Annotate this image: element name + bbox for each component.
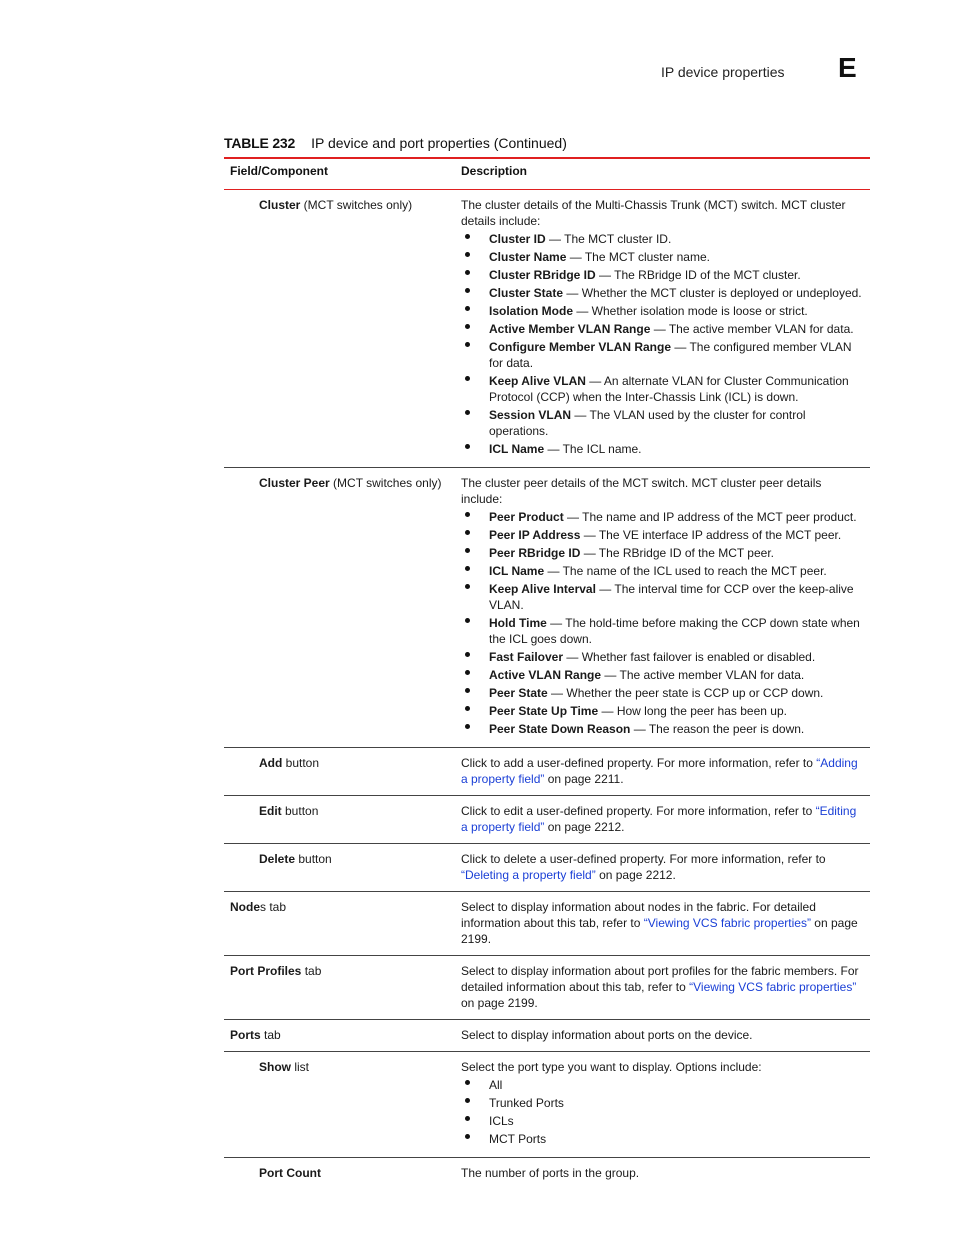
list-item (461, 545, 864, 561)
field-name: Cluster (259, 198, 301, 212)
term-description: — The name of the ICL used to reach the MCT peer. (544, 564, 827, 578)
term-description: — The ICL name. (544, 442, 642, 456)
term: Peer Product (489, 510, 564, 524)
term: Peer IP Address (489, 528, 581, 542)
field-suffix: list (291, 1060, 309, 1074)
field-cell (224, 468, 455, 748)
appendix-letter: E (838, 52, 857, 83)
table-row (224, 892, 870, 956)
list-item (461, 581, 864, 613)
field-name: Cluster Peer (259, 476, 330, 490)
cross-reference-link[interactable]: “Adding a property field” (461, 756, 858, 786)
list-item (461, 321, 864, 337)
term: Fast Failover (489, 650, 564, 664)
description-cell (455, 892, 870, 956)
table-row (224, 956, 870, 1020)
list-item: Trunked Ports (461, 1095, 864, 1111)
page-reference: on page 2199. (461, 996, 538, 1010)
description-intro: Select the port type you want to display. Options include: (461, 1060, 762, 1074)
field-cell (224, 1052, 455, 1158)
field-suffix: s tab (260, 900, 287, 914)
field-name: Show (259, 1060, 291, 1074)
description-text: Select to display information about nodes in the fabric. For detailed information about this tab, refer to (461, 900, 816, 930)
cross-reference-link[interactable]: “Deleting a property field” (461, 868, 596, 882)
term-description: — The name and IP address of the MCT peer product. (563, 510, 857, 524)
list-item (461, 703, 864, 719)
bullet-list (461, 1077, 864, 1147)
table-header-row (224, 158, 870, 190)
field-name: Port Profiles (230, 964, 302, 978)
field-suffix: tab (301, 964, 322, 978)
field-name: Edit (259, 804, 282, 818)
description-cell (455, 748, 870, 796)
description-cell (455, 956, 870, 1020)
description-cell (455, 844, 870, 892)
field-cell (224, 748, 455, 796)
list-item (461, 441, 864, 457)
description-text: The number of ports in the group. (461, 1166, 640, 1180)
term-description: — The VLAN used by the cluster for control operations. (489, 408, 806, 438)
cross-reference-link[interactable]: “Viewing VCS fabric properties” (689, 980, 857, 994)
term-description: — The active member VLAN for data. (601, 668, 805, 682)
field-cell (224, 892, 455, 956)
list-item (461, 527, 864, 543)
list-item (461, 267, 864, 283)
list-item (461, 615, 864, 647)
term-description: — The RBridge ID of the MCT cluster. (595, 268, 801, 282)
term: Peer RBridge ID (489, 546, 581, 560)
term-description: — The configured member VLAN for data. (489, 340, 852, 370)
description-cell (455, 468, 870, 748)
term: Active VLAN Range (489, 668, 602, 682)
list-item (461, 649, 864, 665)
list-item (461, 339, 864, 371)
description-intro: The cluster details of the Multi-Chassis Trunk (MCT) switch. MCT cluster details include: (461, 198, 846, 228)
description-cell (455, 796, 870, 844)
list-item (461, 373, 864, 405)
description-text: Select to display information about ports on the device. (461, 1028, 753, 1042)
field-cell (224, 796, 455, 844)
field-name: Node (230, 900, 260, 914)
table-number: TABLE 232 (224, 135, 296, 151)
term-description: — Whether fast failover is enabled or disabled. (563, 650, 816, 664)
field-suffix: (MCT switches only) (300, 198, 413, 212)
list-item (461, 667, 864, 683)
field-cell (224, 190, 455, 468)
term-description: — The reason the peer is down. (630, 722, 805, 736)
cross-reference-link[interactable]: “Editing a property field” (461, 804, 857, 834)
term: Peer State Down Reason (489, 722, 631, 736)
description-text: Click to edit a user-defined property. For more information, refer to (461, 804, 816, 818)
term: Cluster State (489, 286, 564, 300)
list-item (461, 249, 864, 265)
list-item (461, 509, 864, 525)
term-description: — Whether isolation mode is loose or strict. (573, 304, 808, 318)
table-row (224, 1158, 870, 1190)
field-cell (224, 844, 455, 892)
table-title: IP device and port properties (Continued) (311, 135, 567, 151)
term-description: — The VE interface IP address of the MCT peer. (580, 528, 842, 542)
field-suffix: tab (260, 1028, 281, 1042)
term: Active Member VLAN Range (489, 322, 651, 336)
term: Keep Alive VLAN (489, 374, 586, 388)
list-item: MCT Ports (461, 1131, 864, 1147)
term-description: — The RBridge ID of the MCT peer. (580, 546, 774, 560)
field-suffix: button (282, 756, 320, 770)
list-item (461, 231, 864, 247)
list-item (461, 685, 864, 701)
field-name: Delete (259, 852, 296, 866)
bullet-list (461, 509, 864, 737)
field-cell (224, 1158, 455, 1190)
term: Cluster RBridge ID (489, 268, 596, 282)
description-cell (455, 1052, 870, 1158)
term: Peer State Up Time (489, 704, 599, 718)
list-item (461, 407, 864, 439)
term-description: — Whether the MCT cluster is deployed or undeployed. (563, 286, 862, 300)
term: Isolation Mode (489, 304, 573, 318)
field-name: Ports (230, 1028, 261, 1042)
field-name: Port Count (259, 1166, 321, 1180)
field-suffix: button (281, 804, 319, 818)
table-row (224, 190, 870, 468)
description-intro: The cluster peer details of the MCT switch. MCT cluster peer details include: (461, 476, 822, 506)
list-item: All (461, 1077, 864, 1093)
term-description: — The MCT cluster name. (566, 250, 710, 264)
page-header-title: IP device properties (661, 64, 785, 80)
field-suffix: button (295, 852, 332, 866)
term-description: — How long the peer has been up. (598, 704, 787, 718)
term-description: — The MCT cluster ID. (545, 232, 672, 246)
term: ICL Name (489, 442, 545, 456)
properties-table (224, 157, 870, 1189)
page-reference: on page 2211. (544, 772, 624, 786)
description-text: Click to delete a user-defined property. For more information, refer to (461, 852, 826, 866)
list-item (461, 721, 864, 737)
term: Keep Alive Interval (489, 582, 596, 596)
table-row (224, 748, 870, 796)
page-reference: on page 2199. (461, 916, 858, 946)
term: Configure Member VLAN Range (489, 340, 672, 354)
description-cell (455, 1020, 870, 1052)
field-name: Add (259, 756, 283, 770)
term: Session VLAN (489, 408, 572, 422)
term: Peer State (489, 686, 548, 700)
description-text: Select to display information about port profiles for the fabric members. For detailed information about this tab, refer to (461, 964, 859, 994)
column-header-field: Field/Component (230, 164, 328, 178)
field-cell (224, 1020, 455, 1052)
table-caption (224, 135, 567, 151)
page-reference: on page 2212. (544, 820, 625, 834)
list-item: ICLs (461, 1113, 864, 1129)
page-reference: on page 2212. (595, 868, 676, 882)
table-row (224, 468, 870, 748)
field-cell (224, 956, 455, 1020)
list-item (461, 563, 864, 579)
term: ICL Name (489, 564, 545, 578)
column-header-description: Description (461, 164, 528, 178)
bullet-list (461, 231, 864, 457)
table-row (224, 1052, 870, 1158)
description-text: Click to add a user-defined property. For more information, refer to (461, 756, 817, 770)
term: Cluster Name (489, 250, 567, 264)
table-row (224, 796, 870, 844)
term: Hold Time (489, 616, 547, 630)
list-item (461, 303, 864, 319)
description-cell (455, 1158, 870, 1190)
table-row (224, 1020, 870, 1052)
cross-reference-link[interactable]: “Viewing VCS fabric properties” (643, 916, 811, 930)
field-suffix: (MCT switches only) (329, 476, 442, 490)
term: Cluster ID (489, 232, 546, 246)
list-item (461, 285, 864, 301)
term-description: — The active member VLAN for data. (650, 322, 854, 336)
term-description: — The interval time for CCP over the keep-alive VLAN. (489, 582, 854, 612)
term-description: — Whether the peer state is CCP up or CCP down. (547, 686, 824, 700)
term-description: — An alternate VLAN for Cluster Communication Protocol (CCP) when the Inter-Chassis Link (ICL) is down. (489, 374, 849, 404)
term-description: — The hold-time before making the CCP down state when the ICL goes down. (489, 616, 860, 646)
description-cell (455, 190, 870, 468)
table-row (224, 844, 870, 892)
